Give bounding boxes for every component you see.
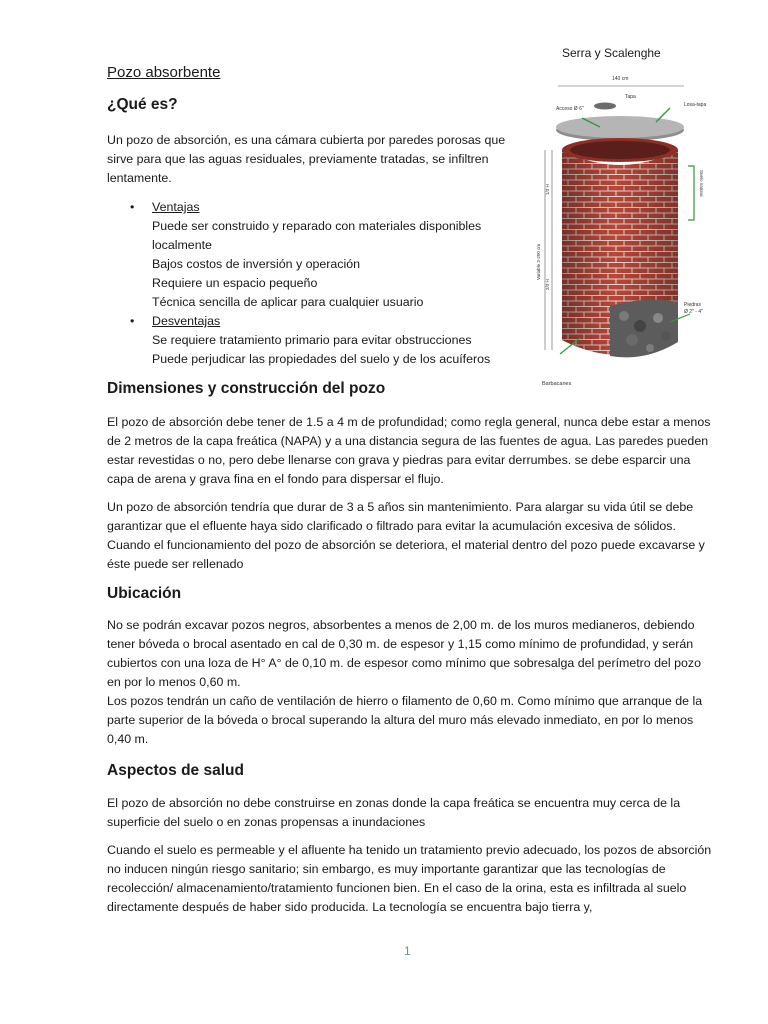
- losa-tapa-slab: [556, 116, 684, 138]
- bullet-icon: •: [130, 314, 135, 328]
- dimensiones-paragraph-1: El pozo de absorción debe tener de 1.5 a 4 m de profundidad; como regla general, nunca debe estar a menos de 2 metros de la capa freática (NAPA) y a una distancia segura de las fuentes de agua. Las paredes pueden estar revestidas o no, pero debe llenarse con grava y piedras para evitar derrumbes. se debe esparcir una capa de arena y grava fina en el fondo para dispersar el flujo.: [107, 415, 711, 486]
- figure-caption: Serra y Scalenghe: [562, 46, 661, 60]
- variable-label: Variable 2-200 cm: [536, 243, 541, 280]
- page-number: 1: [404, 944, 411, 958]
- dimensiones-paragraph-2: Un pozo de absorción tendría que durar de 3 a 5 años sin mantenimiento. Para alargar su vida útil se debe garantizar que el efluente haya sido clarificado o filtrado para evitar la acumulación excesiva de sólidos. Cuando el funcionamiento del pozo de absorción se deteriora, el material dentro del pozo puede excavarse y éste puede ser rellenado: [107, 500, 705, 571]
- heading-salud: Aspectos de salud: [107, 762, 244, 779]
- advantage-item: Puede ser construido y reparado con materiales disponibles localmente: [152, 219, 482, 252]
- piedras-label: Piedras: [684, 302, 701, 308]
- ventajas-label: Ventajas: [152, 200, 200, 214]
- third-top-label: 1/3 H: [545, 184, 550, 195]
- barbacanes-label: Barbacanes: [542, 381, 572, 387]
- suelo-label: Suelo natural: [699, 170, 704, 197]
- list-item-desventajas: [130, 312, 510, 369]
- pozo-illustration: [520, 70, 720, 390]
- salud-paragraph-1: El pozo de absorción no debe construirse en zonas donde la capa freática se encuentra muy cerca de la superficie del suelo o en zonas propensas a inundaciones: [107, 796, 681, 829]
- salud-paragraph-2: Cuando el suelo es permeable y el afluente ha tenido un tratamiento previo adecuado, los pozos de absorción no inducen ningún riesgo sanitario; sin embargo, es muy importante garantizar que las tecnologías de recolección/ almacenamiento/tratamiento funcionen bien. En el caso de la orina, esta es infiltrada al suelo directamente después de haber sido producida. La tecnología se encuentra bajo tierra y,: [107, 843, 712, 914]
- advantage-item: Técnica sencilla de aplicar para cualquier usuario: [152, 295, 424, 309]
- ubicacion-paragraph-1: No se podrán excavar pozos negros, absorbentes a menos de 2,00 m. de los muros medianeros, debiendo tener bóveda o brocal asentado en cal de 0,30 m. de espesor y 1,15 como mínimo de profundidad, y serán cubiertos con una loza de H° A° de 0,10 m. de espesor como mínimo que sobresalga del perímetro del pozo en por lo menos 0,60 m.: [107, 618, 701, 689]
- tapa-label: Tapa: [625, 94, 636, 100]
- losa-label: Losa-tapa: [684, 102, 707, 108]
- list-item-ventajas: [130, 198, 510, 312]
- heading-dimensiones: Dimensiones y construcción del pozo: [107, 380, 386, 397]
- intro-paragraph: Un pozo de absorción, es una cámara cubierta por paredes porosas que sirve para que las aguas residuales, previamente tratadas, se infiltren lentamente.: [107, 133, 506, 185]
- advantage-item: Requiere un espacio pequeño: [152, 276, 318, 290]
- heading-ubicacion: Ubicación: [107, 585, 182, 602]
- bullet-icon: •: [130, 200, 135, 214]
- advantage-item: Bajos costos de inversión y operación: [152, 257, 361, 271]
- ubicacion-paragraph-2: Los pozos tendrán un caño de ventilación de hierro o filamento de 0,60 m. Como mínimo que arranque de la parte superior de la bóveda o brocal superando la altura del muro más elevado inmediato, en por lo menos 0,40 m.: [107, 694, 703, 746]
- suelo-bracket: [688, 166, 694, 220]
- wall-opening: [570, 141, 670, 159]
- disadvantage-item: Se requiere tratamiento primario para evitar obstrucciones: [152, 333, 472, 347]
- desventajas-label: Desventajas: [152, 314, 221, 328]
- disadvantage-item: Puede perjudicar las propiedades del suelo y de los acuíferos: [152, 352, 491, 366]
- acceso-label: Acceso Ø 6": [556, 106, 584, 112]
- third-bottom-label: 2/3 H: [545, 279, 550, 290]
- heading-que-es: ¿Qué es?: [107, 96, 178, 113]
- pros-cons-list: [130, 198, 510, 369]
- tapa-lid: [594, 103, 616, 110]
- width-label: 140 cm: [612, 76, 629, 82]
- piedras-size-label: Ø 2" - 4": [684, 309, 703, 315]
- page-title: Pozo absorbente: [107, 64, 221, 81]
